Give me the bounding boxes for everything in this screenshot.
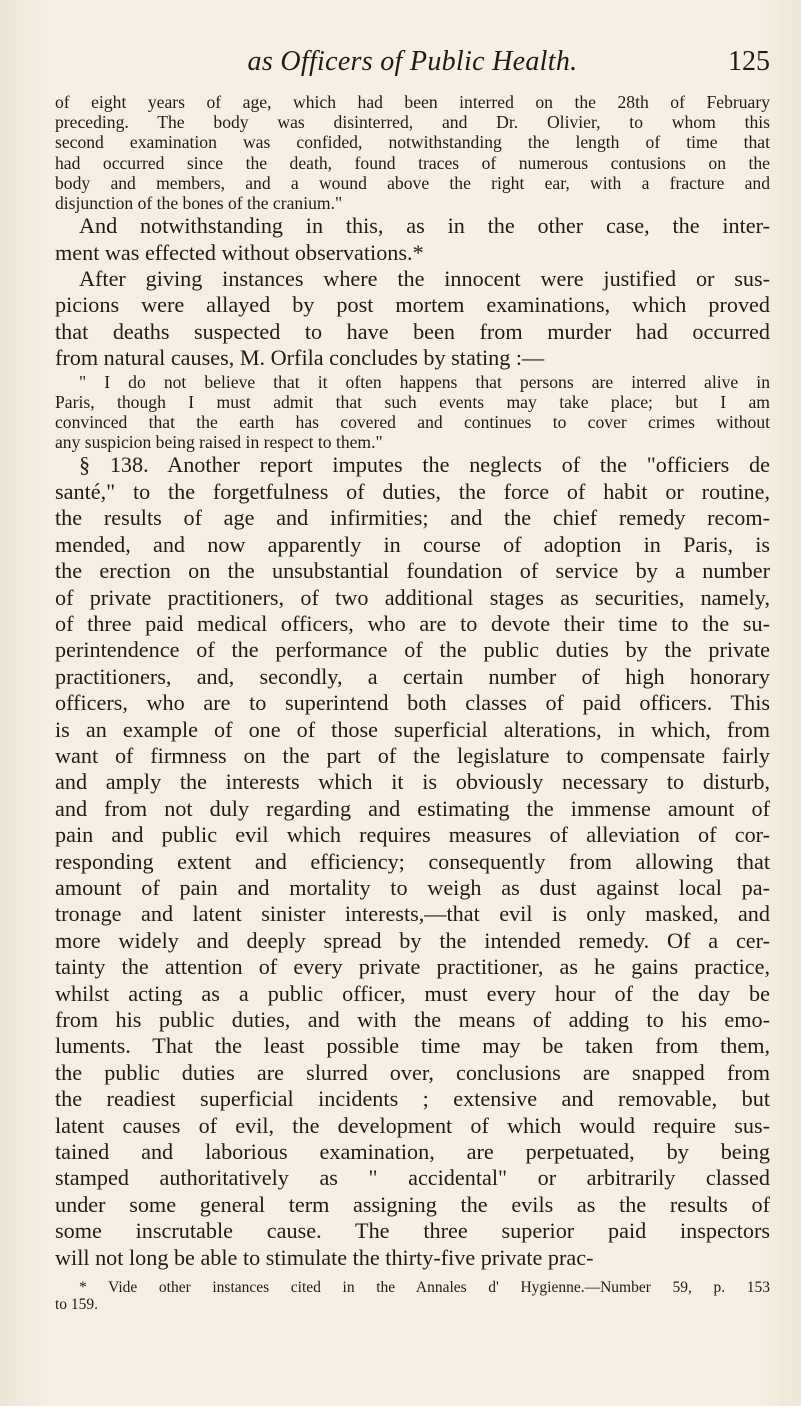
text-line: " I do not believe that it often happens that persons are interred alive in (79, 371, 770, 392)
text-line: After giving instances where the innocent were justified or sus- (79, 266, 770, 292)
text-line: from his public duties, and with the means of adding to his emo- (55, 1007, 770, 1032)
footnote-line: * Vide other instances cited in the Annales d' Hygienne.—Number 59, p. 153 (79, 1279, 770, 1297)
text-line: any suspicion being raised in respect to them." (55, 432, 383, 453)
paragraph (55, 452, 770, 1271)
quoted-passage (55, 92, 770, 213)
text-line: and from not duly regarding and estimating the immense amount of (55, 795, 770, 821)
text-line: the erection on the unsubstantial foundation of service by a number (55, 558, 770, 584)
quoted-passage (55, 372, 770, 453)
text-line: § 138. Another report imputes the neglects of the "officiers de (79, 452, 770, 478)
text-line: second examination was confided, notwithstanding the length of time that (55, 132, 770, 153)
text-line: stamped authoritatively as " accidental" or arbitrarily classed (55, 1165, 770, 1191)
text-line: that deaths suspected to have been from murder had occurred (55, 318, 770, 344)
text-line: Paris, though I must admit that such events may take place; but I am (55, 391, 770, 412)
text-line: luments. That the least possible time may be taken from them, (55, 1033, 770, 1059)
text-line: some inscrutable cause. The three superior paid inspectors (55, 1218, 770, 1244)
page-header (55, 46, 770, 86)
text-line: pain and public evil which requires measures of alleviation of cor- (55, 822, 770, 848)
body-text (55, 92, 770, 1313)
text-line: officers, who are to superintend both classes of paid officers. This (55, 690, 770, 716)
text-line: is an example of one of those superficial alterations, in which, from (55, 716, 770, 742)
text-line: responding extent and efficiency; consequently from allowing that (55, 848, 770, 874)
text-line: picions were allayed by post mortem examinations, which proved (55, 292, 770, 318)
text-line: of three paid medical officers, who are to devote their time to the su- (55, 610, 770, 636)
text-line: whilst acting as a public officer, must every hour of the day be (55, 980, 770, 1006)
footnote-line: to 159. (55, 1296, 99, 1314)
running-head: as Officers of Public Health. (247, 46, 578, 77)
text-line: the results of age and infirmities; and the chief remedy recom- (55, 505, 770, 531)
text-line: And notwithstanding in this, as in the other case, the inter- (79, 213, 770, 239)
page-number: 125 (728, 46, 770, 77)
text-line: of private practitioners, of two additional stages as securities, namely, (55, 584, 770, 610)
text-line: latent causes of evil, the development of which would require sus- (55, 1112, 770, 1138)
text-line: tainty the attention of every private practitioner, as he gains practice, (55, 954, 770, 980)
text-line: body and members, and a wound above the right ear, with a fracture and (55, 172, 770, 193)
text-line: the public duties are slurred over, conclusions are snapped from (55, 1059, 770, 1085)
text-line: the readiest superficial incidents ; extensive and removable, but (55, 1086, 770, 1112)
text-line: under some general term assigning the evils as the results of (55, 1191, 770, 1217)
text-line: tronage and latent sinister interests,—that evil is only masked, and (55, 901, 770, 927)
text-line: more widely and deeply spread by the intended remedy. Of a cer- (55, 927, 770, 953)
text-line: want of firmness on the part of the legislature to compensate fairly (55, 742, 770, 768)
text-line: amount of pain and mortality to weigh as dust against local pa- (55, 874, 770, 900)
text-line: mended, and now apparently in course of adoption in Paris, is (55, 531, 770, 557)
text-line: and amply the interests which it is obviously necessary to disturb, (55, 769, 770, 795)
footnote (55, 1279, 770, 1313)
paragraph (55, 266, 770, 372)
text-line: ment was effected without observations.* (55, 239, 424, 265)
text-line: convinced that the earth has covered and continues to cover crimes without (55, 412, 770, 433)
text-line: disjunction of the bones of the cranium." (55, 193, 343, 214)
text-line: had occurred since the death, found traces of numerous contusions on the (55, 152, 770, 173)
text-line: from natural causes, M. Orfila concludes by stating :— (55, 345, 545, 371)
text-line: will not long be able to stimulate the thirty-five private prac- (55, 1244, 594, 1270)
text-line: of eight years of age, which had been interred on the 28th of February (55, 92, 770, 112)
text-line: practitioners, and, secondly, a certain number of high honorary (55, 663, 770, 689)
text-line: preceding. The body was disinterred, and Dr. Olivier, to whom this (55, 112, 770, 133)
paragraph (55, 213, 770, 266)
text-line: santé," to the forgetfulness of duties, the force of habit or routine, (55, 478, 770, 504)
text-line: tained and laborious examination, are perpetuated, by being (55, 1139, 770, 1165)
footnote-gap (55, 1271, 770, 1279)
text-line: perintendence of the performance of the public duties by the private (55, 637, 770, 663)
